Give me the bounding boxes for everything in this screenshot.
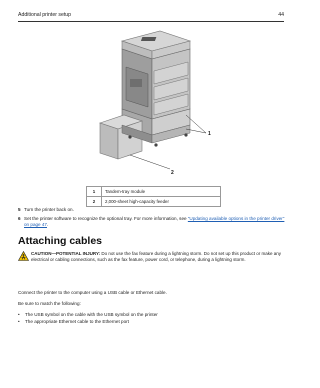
header-rule	[18, 21, 284, 22]
callout-label-1: 1	[208, 131, 211, 137]
table-row	[87, 197, 221, 207]
list-item: • The appropriate Ethernet cable to the Ethernet port	[18, 318, 286, 325]
table-row	[87, 187, 221, 197]
printer-illustration	[90, 27, 220, 177]
match-intro-text: Be sure to match the following:	[18, 301, 81, 306]
header-section-title: Additional printer setup	[18, 12, 72, 18]
step-number: 5	[18, 207, 21, 212]
caution-text: Do not use the fax feature during a lightning storm. Do not set up this product or make any electrical or cabling connections, such as the fax feature, power cord, or telephone, during a lightning storm.	[31, 251, 282, 263]
list-item: • The USB symbol on the cable with the USB symbol on the printer	[18, 311, 286, 318]
match-list	[18, 311, 286, 326]
options-driver-link[interactable]: “Updating available options in the printer driver” on page 47	[24, 216, 285, 228]
step-text: Turn the printer back on.	[24, 207, 74, 212]
step-text-body: Set the printer software to recognize the optional tray. For more information, see	[24, 216, 188, 221]
callout-num: 2	[87, 197, 102, 207]
step-text-end: .	[47, 222, 49, 228]
page-header	[18, 12, 284, 24]
callout-desc: 2,000-sheet high-capacity feeder	[102, 197, 221, 207]
step-text	[24, 216, 286, 228]
caution-label: CAUTION—POTENTIAL INJURY:	[31, 251, 101, 256]
callout-num: 1	[87, 187, 102, 197]
step-5	[18, 207, 286, 214]
callout-table	[86, 186, 221, 207]
caution-warning-icon	[18, 251, 29, 261]
intro-text: Connect the printer to the computer using a USB cable or Ethernet cable.	[18, 290, 167, 295]
step-number: 6	[18, 216, 21, 221]
page-number: 44	[278, 12, 284, 18]
callout-desc: Tandem-tray module	[102, 187, 221, 197]
step-6	[18, 216, 286, 230]
section-heading: Attaching cables	[18, 235, 103, 247]
callout-label-2: 2	[171, 170, 174, 176]
